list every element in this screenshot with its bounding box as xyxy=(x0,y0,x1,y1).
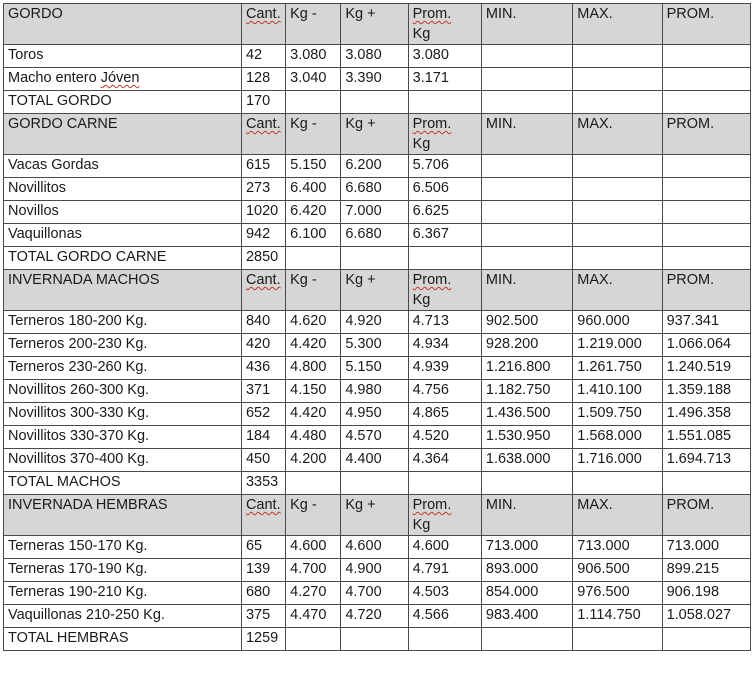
row-prom: 1.058.027 xyxy=(662,605,750,628)
row-prom: 1.551.085 xyxy=(662,426,750,449)
row-kg-plus: 3.390 xyxy=(341,68,408,91)
row-prom-kg: 4.520 xyxy=(408,426,481,449)
total-row xyxy=(4,472,751,495)
row-kg-plus: 4.400 xyxy=(341,449,408,472)
row-max: 1.219.000 xyxy=(573,334,662,357)
row-prom xyxy=(662,68,750,91)
row-kg-plus: 4.600 xyxy=(341,536,408,559)
row-prom: 1.066.064 xyxy=(662,334,750,357)
row-prom-kg: 4.865 xyxy=(408,403,481,426)
row-name: Toros xyxy=(4,45,242,68)
col-header-kg-plus: Kg + xyxy=(341,270,408,311)
col-header-kg-minus: Kg - xyxy=(286,114,341,155)
row-max xyxy=(573,201,662,224)
table-row xyxy=(4,426,751,449)
table-row xyxy=(4,449,751,472)
row-name: Novillitos xyxy=(4,178,242,201)
row-min: 1.182.750 xyxy=(481,380,572,403)
row-prom: 713.000 xyxy=(662,536,750,559)
row-prom-kg: 4.939 xyxy=(408,357,481,380)
row-cant: 420 xyxy=(241,334,285,357)
row-prom-kg: 4.600 xyxy=(408,536,481,559)
col-header-max: MAX. xyxy=(573,114,662,155)
row-prom-kg: 4.791 xyxy=(408,559,481,582)
table-row xyxy=(4,559,751,582)
table-row xyxy=(4,605,751,628)
row-prom-kg: 4.756 xyxy=(408,380,481,403)
section-title: GORDO CARNE xyxy=(4,114,242,155)
col-header-cant: Cant. xyxy=(245,6,281,22)
row-min: 1.216.800 xyxy=(481,357,572,380)
row-max: 976.500 xyxy=(573,582,662,605)
section-title: INVERNADA MACHOS xyxy=(4,270,242,311)
total-cant: 3353 xyxy=(241,472,285,495)
livestock-price-table xyxy=(3,3,751,651)
col-header-prom-line1: Prom. xyxy=(412,497,452,513)
col-header-max: MAX. xyxy=(573,270,662,311)
row-kg-plus: 4.950 xyxy=(341,403,408,426)
row-prom: 899.215 xyxy=(662,559,750,582)
row-max xyxy=(573,68,662,91)
total-label: TOTAL GORDO CARNE xyxy=(4,247,242,270)
table-row xyxy=(4,68,751,91)
row-min: 1.436.500 xyxy=(481,403,572,426)
row-kg-plus: 6.200 xyxy=(341,155,408,178)
row-kg-plus: 6.680 xyxy=(341,178,408,201)
row-max: 1.114.750 xyxy=(573,605,662,628)
col-header-kg-plus: Kg + xyxy=(341,4,408,45)
row-prom: 937.341 xyxy=(662,311,750,334)
row-name: Vaquillonas 210-250 Kg. xyxy=(4,605,242,628)
row-cant: 375 xyxy=(241,605,285,628)
row-min: 902.500 xyxy=(481,311,572,334)
row-cant: 1020 xyxy=(241,201,285,224)
row-min: 1.638.000 xyxy=(481,449,572,472)
row-kg-plus: 3.080 xyxy=(341,45,408,68)
row-cant: 615 xyxy=(241,155,285,178)
row-kg-minus: 6.400 xyxy=(286,178,341,201)
row-min: 893.000 xyxy=(481,559,572,582)
col-header-cant: Cant. xyxy=(245,272,281,288)
col-header-prom: PROM. xyxy=(662,270,750,311)
row-max xyxy=(573,45,662,68)
row-cant: 128 xyxy=(241,68,285,91)
row-cant: 652 xyxy=(241,403,285,426)
row-cant: 65 xyxy=(241,536,285,559)
row-cant: 680 xyxy=(241,582,285,605)
row-max: 1.261.750 xyxy=(573,357,662,380)
row-prom-kg: 6.625 xyxy=(408,201,481,224)
col-header-min: MIN. xyxy=(481,4,572,45)
row-max xyxy=(573,155,662,178)
col-header-prom-line2: Kg xyxy=(412,26,431,42)
row-kg-plus: 7.000 xyxy=(341,201,408,224)
row-kg-minus: 4.270 xyxy=(286,582,341,605)
row-prom: 1.496.358 xyxy=(662,403,750,426)
row-kg-minus: 4.200 xyxy=(286,449,341,472)
row-min: 928.200 xyxy=(481,334,572,357)
section-header-row xyxy=(4,270,751,311)
row-kg-plus: 4.980 xyxy=(341,380,408,403)
row-name: Novillos xyxy=(4,201,242,224)
row-max: 713.000 xyxy=(573,536,662,559)
col-header-prom-kg xyxy=(408,495,481,536)
row-kg-minus: 6.100 xyxy=(286,224,341,247)
row-kg-minus: 4.620 xyxy=(286,311,341,334)
row-cant: 139 xyxy=(241,559,285,582)
total-label: TOTAL MACHOS xyxy=(4,472,242,495)
row-min xyxy=(481,155,572,178)
row-prom-kg: 4.713 xyxy=(408,311,481,334)
row-prom-kg: 6.367 xyxy=(408,224,481,247)
col-header-cant: Cant. xyxy=(245,116,281,132)
row-kg-minus: 4.700 xyxy=(286,559,341,582)
row-min xyxy=(481,178,572,201)
row-max: 960.000 xyxy=(573,311,662,334)
total-cant: 2850 xyxy=(241,247,285,270)
row-name: Terneros 200-230 Kg. xyxy=(4,334,242,357)
table-row xyxy=(4,380,751,403)
row-prom xyxy=(662,201,750,224)
col-header-prom-line1: Prom. xyxy=(412,6,452,22)
col-header-kg-plus: Kg + xyxy=(341,114,408,155)
row-cant: 42 xyxy=(241,45,285,68)
table-row xyxy=(4,224,751,247)
row-name xyxy=(4,68,242,91)
section-header-row xyxy=(4,114,751,155)
col-header-max: MAX. xyxy=(573,495,662,536)
total-row xyxy=(4,628,751,651)
row-kg-plus: 5.150 xyxy=(341,357,408,380)
row-name: Terneras 170-190 Kg. xyxy=(4,559,242,582)
row-name: Novillitos 260-300 Kg. xyxy=(4,380,242,403)
section-header-row xyxy=(4,4,751,45)
row-cant: 371 xyxy=(241,380,285,403)
row-name: Novillitos 370-400 Kg. xyxy=(4,449,242,472)
row-name: Terneras 150-170 Kg. xyxy=(4,536,242,559)
row-prom: 1.240.519 xyxy=(662,357,750,380)
row-max xyxy=(573,224,662,247)
section-title: INVERNADA HEMBRAS xyxy=(4,495,242,536)
col-header-prom-kg xyxy=(408,4,481,45)
col-header-prom: PROM. xyxy=(662,495,750,536)
table-row xyxy=(4,311,751,334)
col-header-min: MIN. xyxy=(481,495,572,536)
row-prom xyxy=(662,224,750,247)
row-max: 906.500 xyxy=(573,559,662,582)
row-kg-minus: 4.150 xyxy=(286,380,341,403)
row-kg-minus: 5.150 xyxy=(286,155,341,178)
row-name: Terneros 180-200 Kg. xyxy=(4,311,242,334)
row-kg-minus: 6.420 xyxy=(286,201,341,224)
total-cant: 170 xyxy=(241,91,285,114)
row-prom: 906.198 xyxy=(662,582,750,605)
row-prom: 1.359.188 xyxy=(662,380,750,403)
row-name: Vaquillonas xyxy=(4,224,242,247)
row-min xyxy=(481,68,572,91)
section-header-row xyxy=(4,495,751,536)
row-name-part: Macho entero xyxy=(8,70,101,86)
row-max: 1.568.000 xyxy=(573,426,662,449)
row-cant: 436 xyxy=(241,357,285,380)
col-header-cant: Cant. xyxy=(245,497,281,513)
col-header-prom-kg xyxy=(408,270,481,311)
col-header-kg-plus: Kg + xyxy=(341,495,408,536)
row-kg-plus: 5.300 xyxy=(341,334,408,357)
row-name: Novillitos 330-370 Kg. xyxy=(4,426,242,449)
row-max: 1.509.750 xyxy=(573,403,662,426)
row-kg-minus: 4.600 xyxy=(286,536,341,559)
row-min xyxy=(481,45,572,68)
row-prom-kg: 3.171 xyxy=(408,68,481,91)
total-row xyxy=(4,247,751,270)
row-prom-kg: 3.080 xyxy=(408,45,481,68)
row-name-misspelled: Jóven xyxy=(100,70,140,86)
row-name: Terneros 230-260 Kg. xyxy=(4,357,242,380)
table-row xyxy=(4,45,751,68)
total-label: TOTAL GORDO xyxy=(4,91,242,114)
row-cant: 450 xyxy=(241,449,285,472)
table-row xyxy=(4,334,751,357)
row-kg-plus: 4.570 xyxy=(341,426,408,449)
row-kg-plus: 6.680 xyxy=(341,224,408,247)
row-prom-kg: 4.566 xyxy=(408,605,481,628)
row-min: 854.000 xyxy=(481,582,572,605)
row-kg-minus: 4.470 xyxy=(286,605,341,628)
row-kg-minus: 3.080 xyxy=(286,45,341,68)
row-prom-kg: 4.364 xyxy=(408,449,481,472)
row-prom-kg: 4.934 xyxy=(408,334,481,357)
col-header-prom: PROM. xyxy=(662,4,750,45)
row-kg-minus: 4.420 xyxy=(286,403,341,426)
table-row xyxy=(4,178,751,201)
col-header-kg-minus: Kg - xyxy=(286,4,341,45)
col-header-prom-line2: Kg xyxy=(412,292,431,308)
row-name: Terneras 190-210 Kg. xyxy=(4,582,242,605)
table-row xyxy=(4,582,751,605)
row-prom xyxy=(662,155,750,178)
total-row xyxy=(4,91,751,114)
col-header-prom-kg xyxy=(408,114,481,155)
col-header-prom-line1: Prom. xyxy=(412,272,452,288)
row-kg-plus: 4.700 xyxy=(341,582,408,605)
total-cant: 1259 xyxy=(241,628,285,651)
row-prom-kg: 6.506 xyxy=(408,178,481,201)
col-header-max: MAX. xyxy=(573,4,662,45)
row-max xyxy=(573,178,662,201)
col-header-min: MIN. xyxy=(481,270,572,311)
row-kg-minus: 3.040 xyxy=(286,68,341,91)
row-min: 983.400 xyxy=(481,605,572,628)
row-kg-minus: 4.800 xyxy=(286,357,341,380)
table-row xyxy=(4,155,751,178)
row-name: Vacas Gordas xyxy=(4,155,242,178)
row-name: Novillitos 300-330 Kg. xyxy=(4,403,242,426)
col-header-min: MIN. xyxy=(481,114,572,155)
total-label: TOTAL HEMBRAS xyxy=(4,628,242,651)
row-kg-plus: 4.900 xyxy=(341,559,408,582)
col-header-kg-minus: Kg - xyxy=(286,270,341,311)
row-prom-kg: 4.503 xyxy=(408,582,481,605)
row-kg-plus: 4.720 xyxy=(341,605,408,628)
row-max: 1.410.100 xyxy=(573,380,662,403)
col-header-kg-minus: Kg - xyxy=(286,495,341,536)
table-row xyxy=(4,357,751,380)
row-kg-minus: 4.420 xyxy=(286,334,341,357)
row-max: 1.716.000 xyxy=(573,449,662,472)
row-kg-plus: 4.920 xyxy=(341,311,408,334)
row-cant: 840 xyxy=(241,311,285,334)
col-header-prom-line2: Kg xyxy=(412,136,431,152)
row-min: 713.000 xyxy=(481,536,572,559)
row-min: 1.530.950 xyxy=(481,426,572,449)
row-kg-minus: 4.480 xyxy=(286,426,341,449)
table-row xyxy=(4,201,751,224)
row-prom xyxy=(662,45,750,68)
col-header-prom-line1: Prom. xyxy=(412,116,452,132)
row-cant: 184 xyxy=(241,426,285,449)
table-row xyxy=(4,536,751,559)
row-min xyxy=(481,201,572,224)
row-prom-kg: 5.706 xyxy=(408,155,481,178)
table-row xyxy=(4,403,751,426)
row-cant: 942 xyxy=(241,224,285,247)
col-header-prom: PROM. xyxy=(662,114,750,155)
col-header-prom-line2: Kg xyxy=(412,517,431,533)
row-prom xyxy=(662,178,750,201)
row-cant: 273 xyxy=(241,178,285,201)
section-title: GORDO xyxy=(4,4,242,45)
row-prom: 1.694.713 xyxy=(662,449,750,472)
row-min xyxy=(481,224,572,247)
